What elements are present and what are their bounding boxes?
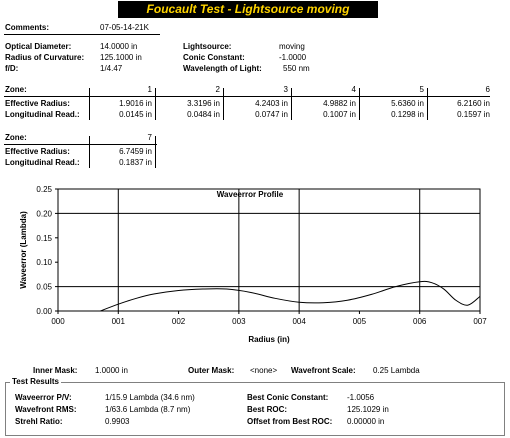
x-tick-label: 004	[292, 317, 306, 326]
zone-column-divider	[155, 88, 156, 120]
conic-constant-value: -1.0000	[279, 53, 307, 62]
zone-label: Zone:	[5, 85, 27, 94]
effective-radius-value: 5.6360 in	[391, 99, 424, 108]
longitudinal-read-value: 0.1007 in	[323, 110, 356, 119]
longitudinal-read-value: 0.0484 in	[187, 110, 220, 119]
longitudinal-read-label: Longitudinal Read.:	[5, 158, 80, 167]
waveerror-pv-label: Waveerror P/V:	[15, 393, 72, 402]
best-conic-value: -1.0056	[347, 393, 375, 402]
inner-mask-value: 1.0000 in	[95, 366, 128, 375]
effective-radius-value: 4.2403 in	[255, 99, 288, 108]
x-tick-label: 000	[51, 317, 65, 326]
longitudinal-read-label: Longitudinal Read.:	[5, 110, 80, 119]
effective-radius-value: 3.3196 in	[187, 99, 220, 108]
zone-column-divider	[223, 88, 224, 120]
x-axis-label: Radius (in)	[248, 335, 290, 344]
test-results-legend: Test Results	[12, 377, 59, 386]
comments-value: 07-05-14-21K	[100, 23, 149, 32]
waveerror-line	[100, 281, 480, 311]
best-roc-label: Best ROC:	[247, 405, 288, 414]
plot-frame	[58, 189, 480, 311]
best-conic-label: Best Conic Constant:	[247, 393, 329, 402]
zone-number: 5	[419, 85, 424, 94]
effective-radius-label: Effective Radius:	[5, 147, 70, 156]
strehl-ratio-value: 0.9903	[105, 417, 130, 426]
zone-number: 7	[147, 133, 152, 142]
zone-number: 3	[283, 85, 288, 94]
report-title: Foucault Test - Lightsource moving	[118, 1, 378, 18]
zone-column-divider	[89, 88, 90, 120]
outer-mask-label: Outer Mask:	[188, 366, 235, 375]
longitudinal-read-value: 0.0747 in	[255, 110, 288, 119]
effective-radius-value: 1.9016 in	[119, 99, 152, 108]
zone-header-rule	[4, 96, 490, 97]
effective-radius-label: Effective Radius:	[5, 99, 70, 108]
zone-number: 6	[485, 85, 490, 94]
chart-grid	[58, 189, 480, 311]
comments-underline	[4, 34, 160, 35]
longitudinal-read-value: 0.1837 in	[119, 158, 152, 167]
offset-best-roc-value: 0.00000 in	[347, 417, 385, 426]
zone-number: 2	[215, 85, 220, 94]
strehl-ratio-label: Strehl Ratio:	[15, 417, 63, 426]
zone-number: 4	[351, 85, 356, 94]
outer-mask-value: <none>	[250, 366, 278, 375]
zone-column-divider	[359, 88, 360, 120]
focal-ratio-label: f/D:	[5, 64, 19, 73]
optical-diameter-label: Optical Diameter:	[5, 42, 72, 51]
y-tick-label: 0.20	[36, 209, 52, 219]
wavefront-rms-value: 1/63.6 Lambda (8.7 nm)	[105, 405, 191, 414]
effective-radius-value: 4.9882 in	[323, 99, 356, 108]
wavefront-scale-label: Wavefront Scale:	[291, 366, 356, 375]
wavelength-value: 550 nm	[283, 64, 310, 73]
zone-number: 1	[147, 85, 152, 94]
zone-column-divider	[89, 136, 90, 168]
radius-of-curvature-label: Radius of Curvature:	[5, 53, 85, 62]
effective-radius-value: 6.2160 in	[457, 99, 490, 108]
offset-best-roc-label: Offset from Best ROC:	[247, 417, 333, 426]
x-tick-label: 005	[352, 317, 367, 326]
y-tick-label: 0.10	[36, 258, 52, 268]
wavefront-rms-label: Wavefront RMS:	[15, 405, 77, 414]
effective-radius-value: 6.7459 in	[119, 147, 152, 156]
x-tick-label: 001	[111, 317, 125, 326]
wavefront-scale-value: 0.25 Lambda	[373, 366, 420, 375]
zone-column-divider	[155, 136, 156, 168]
x-tick-label: 006	[413, 317, 427, 326]
comments-label: Comments:	[5, 23, 50, 32]
y-tick-label: 0.15	[36, 233, 52, 243]
waveerror-chart	[0, 180, 510, 348]
longitudinal-read-value: 0.0145 in	[119, 110, 152, 119]
zone-label: Zone:	[5, 133, 27, 142]
wavelength-label: Wavelength of Light:	[183, 64, 262, 73]
best-roc-value: 125.1029 in	[347, 405, 389, 414]
zone-column-divider	[427, 88, 428, 120]
zone-column-divider	[291, 88, 292, 120]
conic-constant-label: Conic Constant:	[183, 53, 245, 62]
y-axis-label: Waveerror (Lambda)	[19, 211, 28, 289]
lightsource-label: Lightsource:	[183, 42, 232, 51]
x-tick-label: 003	[232, 317, 246, 326]
radius-of-curvature-value: 125.1000 in	[100, 53, 142, 62]
optical-diameter-value: 14.0000 in	[100, 42, 138, 51]
longitudinal-read-value: 0.1597 in	[457, 110, 490, 119]
zone-header-rule	[4, 144, 157, 145]
y-tick-label: 0.00	[36, 307, 52, 316]
x-tick-label: 007	[473, 317, 487, 326]
waveerror-pv-value: 1/15.9 Lambda (34.6 nm)	[105, 393, 195, 402]
inner-mask-label: Inner Mask:	[33, 366, 78, 375]
focal-ratio-value: 1/4.47	[100, 64, 123, 73]
y-tick-label: 0.05	[36, 282, 52, 292]
lightsource-value: moving	[279, 42, 305, 51]
longitudinal-read-value: 0.1298 in	[391, 110, 424, 119]
x-tick-label: 002	[171, 317, 186, 326]
chart-title: Waveerror Profile	[216, 190, 284, 199]
y-tick-label: 0.25	[36, 185, 52, 194]
